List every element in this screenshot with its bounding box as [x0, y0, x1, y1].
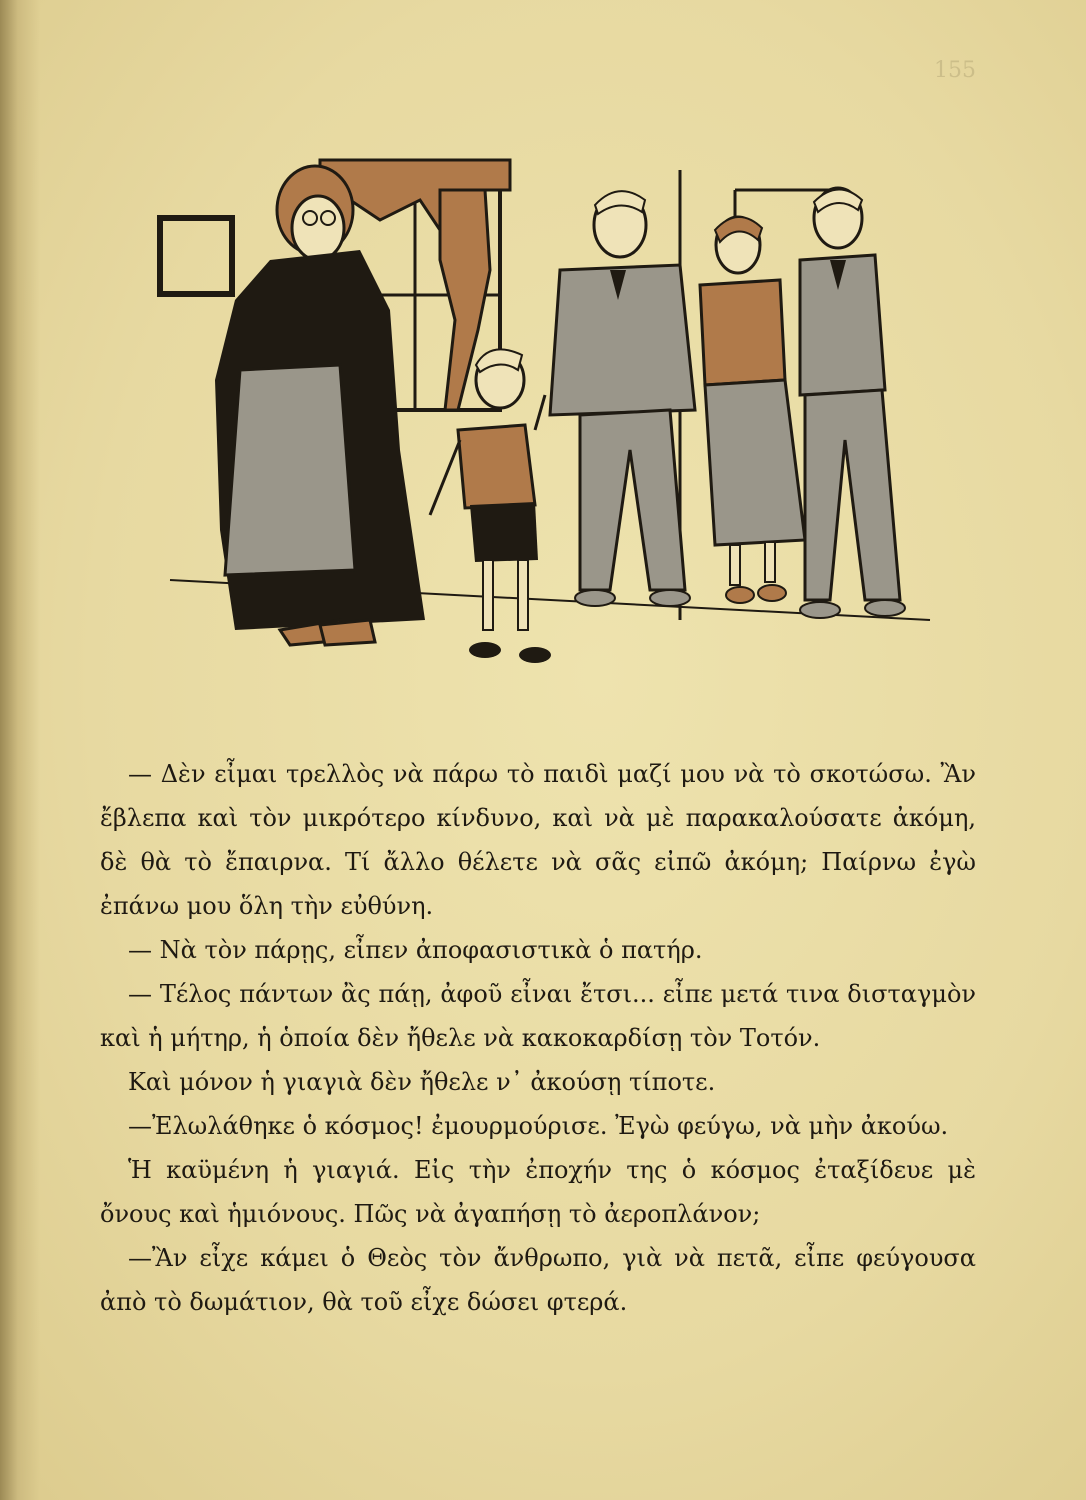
young-man-figure — [800, 188, 905, 618]
page-number: 155 — [934, 58, 976, 83]
paragraph: —Ἐλωλάθηκε ὁ κόσμος! ἐμουρμούρισε. Ἐγὼ φεύγω, νὰ μὴν ἀκούω. — [128, 1112, 949, 1140]
story-text — [100, 752, 976, 1324]
paragraph: —Ἂν εἶχε κάμει ὁ Θεὸς τὸν ἄνθρωπο, γιὰ νὰ πετᾶ, εἶπε φεύγουσα ἀπὸ τὸ δωμάτιον, θὰ τοῦ εἶχε δώσει φτερά. — [100, 1244, 976, 1316]
mother-figure — [700, 217, 805, 603]
father-figure — [550, 191, 695, 606]
paragraph: Ἡ καϋμένη ἡ γιαγιά. Εἰς τὴν ἐποχήν της ὁ κόσμος ἐταξίδευε μὲ ὄνους καὶ ἡμιόνους. Πῶς νὰ ἀγαπήσῃ τὸ ἀεροπλάνον; — [100, 1156, 976, 1228]
family-scene-illustration — [140, 150, 940, 680]
paragraph: Καὶ μόνον ἡ γιαγιὰ δὲν ἤθελε ν᾽ ἀκούσῃ τίποτε. — [128, 1068, 716, 1096]
spine-shadow — [0, 0, 40, 1500]
paragraph: — Νὰ τὸν πάρῃς, εἶπεν ἀποφασιστικὰ ὁ πατήρ. — [128, 936, 703, 964]
paragraph: — Τέλος πάντων ἂς πάῃ, ἀφοῦ εἶναι ἔτσι... εἶπε μετά τινα δισταγμὸν καὶ ἡ μήτηρ, ἡ ὁποία δὲν ἤθελε νὰ κακοκαρδίσῃ τὸν Τοτόν. — [100, 980, 976, 1052]
wall-frame-icon — [160, 218, 232, 294]
grandmother-figure — [215, 166, 425, 645]
paragraph: — Δὲν εἶμαι τρελλὸς νὰ πάρω τὸ παιδὶ μαζί μου νὰ τὸ σκοτώσω. Ἂν ἔβλεπα καὶ τὸν μικρότερο κίνδυνο, καὶ νὰ μὲ παρακαλούσατε ἀκόμη, δὲ θὰ τὸ ἔπαιρνα. Τί ἄλλο θέλετε νὰ σᾶς εἰπῶ ἀκόμη; Παίρνω ἐγὼ ἐπάνω μου ὅλη τὴν εὐθύνη. — [100, 760, 976, 920]
